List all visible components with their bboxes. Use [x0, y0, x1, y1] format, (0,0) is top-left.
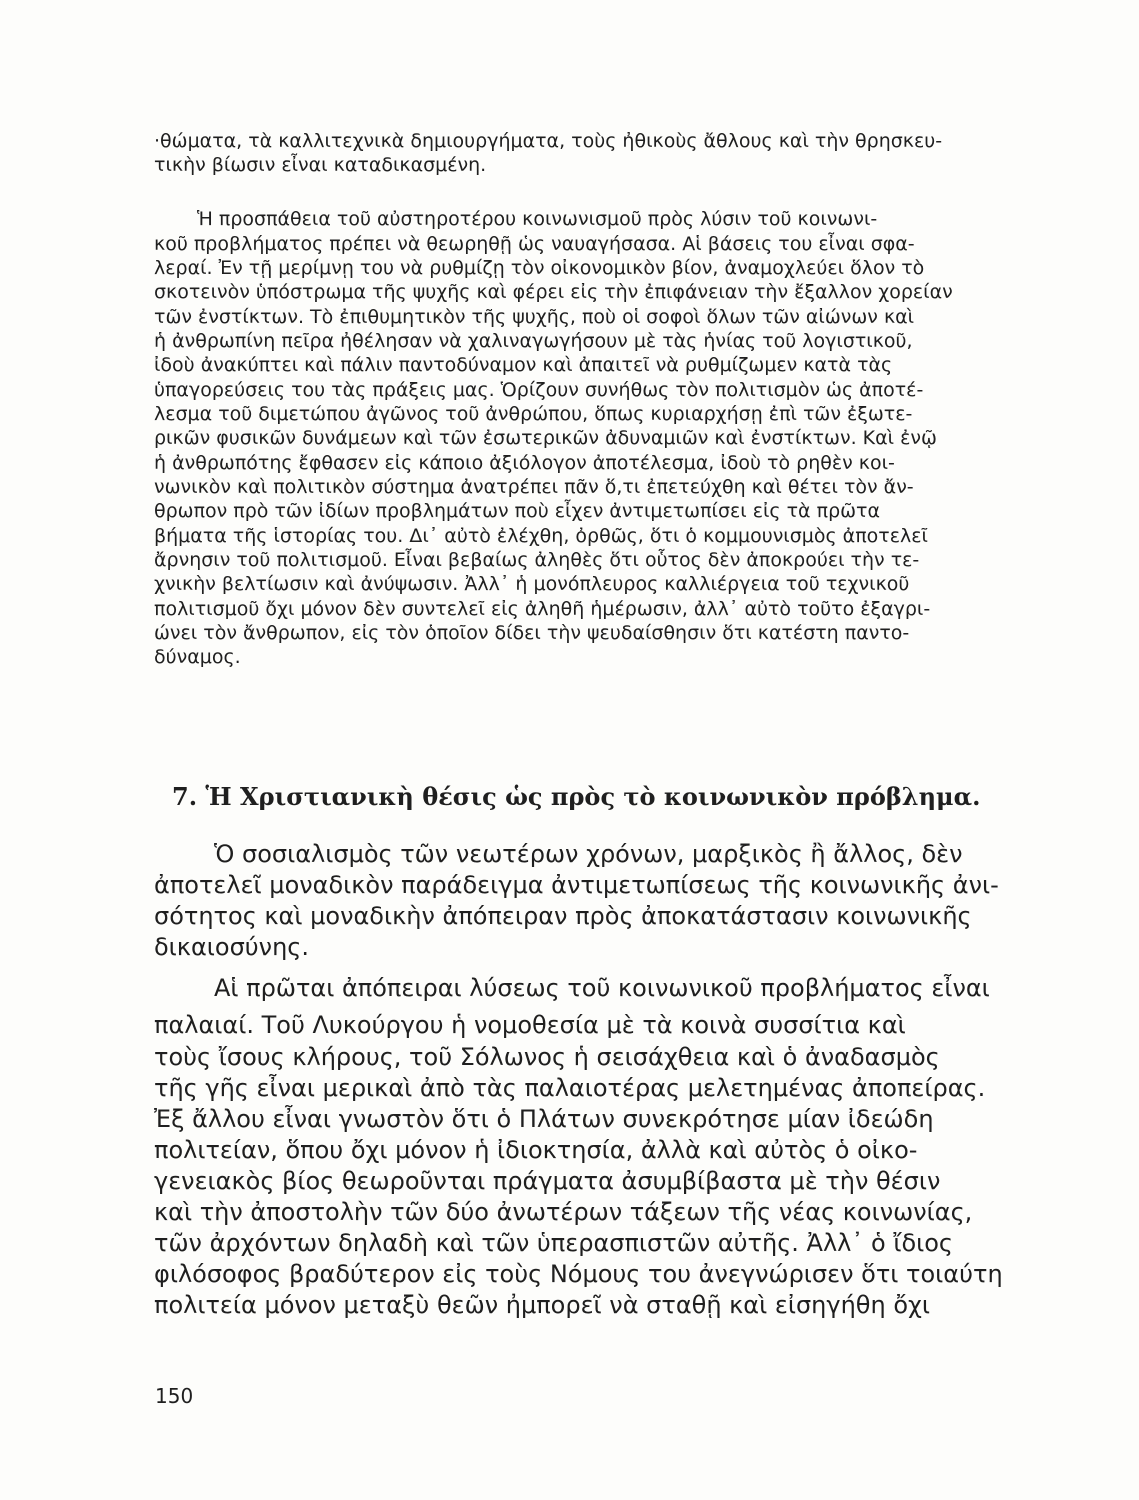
- text-line: θρωπον πρὸ τῶν ἰδίων προβλημάτων ποὺ εἶχεν ἀντιμετωπίσει εἰς τὰ πρῶτα: [154, 500, 880, 522]
- text-line: Αἱ πρῶται ἀπόπειραι λύσεως τοῦ κοινωνικοῦ προβλήματος εἶναι: [214, 974, 990, 1002]
- text-line: τῶν ἀρχόντων δηλαδὴ καὶ τῶν ὑπερασπιστῶν αὐτῆς. Ἀλλ᾽ ὁ ἴδιος: [154, 1229, 954, 1257]
- text-line: Ἐξ ἄλλου εἶναι γνωστὸν ὅτι ὁ Πλάτων συνεκρότησε μίαν ἰδεώδη: [154, 1105, 934, 1133]
- text-line: δύναμος.: [154, 646, 241, 668]
- text-line: φιλόσοφος βραδύτερον εἰς τοὺς Νόμους του ἀνεγνώρισεν ὅτι τοιαύτη: [154, 1260, 1003, 1288]
- text-line: ἡ ἀνθρωπότης ἔφθασεν εἰς κάποιο ἀξιόλογον ἀποτέλεσμα, ἰδοὺ τὸ ρηθὲν κοι-: [154, 452, 895, 474]
- text-line: ἀποτελεῖ μοναδικὸν παράδειγμα ἀντιμετωπίσεως τῆς κοινωνικῆς ἀνι-: [154, 871, 999, 899]
- text-line: δικαιοσύνης.: [154, 933, 310, 961]
- text-line: σκοτεινὸν ὑπόστρωμα τῆς ψυχῆς καὶ φέρει εἰς τὴν ἐπιφάνειαν τὴν ἔξαλλον χορείαν: [154, 281, 953, 303]
- text-line: τοὺς ἴσους κλήρους, τοῦ Σόλωνος ἡ σεισάχθεια καὶ ὁ ἀναδασμὸς: [154, 1043, 940, 1071]
- text-line: παλαιαί. Τοῦ Λυκούργου ἡ νομοθεσία μὲ τὰ κοινὰ συσσίτια καὶ: [154, 1011, 906, 1039]
- text-line: πολιτισμοῦ ὄχι μόνον δὲν συντελεῖ εἰς ἀληθῆ ἡμέρωσιν, ἀλλ᾽ αὐτὸ τοῦτο ἐξαγρι-: [154, 598, 931, 620]
- text-line: γενειακὸς βίος θεωροῦνται πράγματα ἀσυμβίβαστα μὲ τὴν θέσιν: [154, 1167, 941, 1195]
- text-line: νωνικὸν καὶ πολιτικὸν σύστημα ἀνατρέπει πᾶν ὅ,τι ἐπετεύχθη καὶ θέτει τὸν ἄν-: [154, 476, 914, 498]
- text-line: Ἡ προσπάθεια τοῦ αὐστηροτέρου κοινωνισμοῦ πρὸς λύσιν τοῦ κοινωνι-: [197, 208, 878, 230]
- text-line: τῆς γῆς εἶναι μερικαὶ ἀπὸ τὰς παλαιοτέρας μελετημένας ἀποπείρας.: [154, 1074, 986, 1102]
- text-line: ·θώματα, τὰ καλλιτεχνικὰ δημιουργήματα, τοὺς ἠθικοὺς ἄθλους καὶ τὴν θρησκευ-: [154, 130, 943, 152]
- text-line: ρικῶν φυσικῶν δυνάμεων καὶ τῶν ἐσωτερικῶν ἀδυναμιῶν καὶ ἐνστίκτων. Καὶ ἐνῷ: [154, 427, 937, 449]
- text-line: βήματα τῆς ἱστορίας του. Δι᾽ αὐτὸ ἐλέχθη, ὀρθῶς, ὅτι ὁ κομμουνισμὸς ἀποτελεῖ: [154, 525, 928, 547]
- text-line: ἄρνησιν τοῦ πολιτισμοῦ. Εἶναι βεβαίως ἀληθὲς ὅτι οὗτος δὲν ἀποκρούει τὴν τε-: [154, 549, 920, 571]
- text-line: λεραί. Ἐν τῇ μερίμνῃ του νὰ ρυθμίζῃ τὸν οἰκονομικὸν βίον, ἀναμοχλεύει ὅλον τὸ: [154, 257, 925, 279]
- text-line: πολιτεία μόνον μεταξὺ θεῶν ἠμπορεῖ νὰ σταθῇ καὶ εἰσηγήθη ὄχι: [154, 1291, 930, 1319]
- text-line: ἡ ἀνθρωπίνη πεῖρα ἠθέλησαν νὰ χαλιναγωγήσουν μὲ τὰς ἡνίας τοῦ λογιστικοῦ,: [154, 330, 913, 352]
- text-line: τικὴν βίωσιν εἶναι καταδικασμένη.: [154, 154, 487, 176]
- text-line: λεσμα τοῦ διμετώπου ἀγῶνος τοῦ ἀνθρώπου, ὅπως κυριαρχήσῃ ἐπὶ τῶν ἐξωτε-: [154, 403, 913, 425]
- section-heading: 7. Ἡ Χριστιανικὴ θέσις ὡς πρὸς τὸ κοινωνικὸν πρόβλημα.: [172, 782, 981, 811]
- text-line: ὑπαγορεύσεις του τὰς πράξεις μας. Ὁρίζουν συνήθως τὸν πολιτισμὸν ὡς ἀποτέ-: [154, 379, 924, 401]
- page-number: 150: [155, 1384, 194, 1408]
- text-line: τῶν ἐνστίκτων. Τὸ ἐπιθυμητικὸν τῆς ψυχῆς, ποὺ οἱ σοφοὶ ὅλων τῶν αἰώνων καὶ: [154, 306, 915, 328]
- text-line: ἰδοὺ ἀνακύπτει καὶ πάλιν παντοδύναμον καὶ ἀπαιτεῖ νὰ ρυθμίζωμεν κατὰ τὰς: [154, 354, 893, 376]
- text-line: Ὁ σοσιαλισμὸς τῶν νεωτέρων χρόνων, μαρξικὸς ἢ ἄλλος, δὲν: [214, 840, 963, 868]
- text-line: πολιτείαν, ὅπου ὄχι μόνον ἡ ἰδιοκτησία, ἀλλὰ καὶ αὐτὸς ὁ οἰκο-: [154, 1136, 918, 1164]
- text-line: σότητος καὶ μοναδικὴν ἀπόπειραν πρὸς ἀποκατάστασιν κοινωνικῆς: [154, 902, 972, 930]
- text-line: κοῦ προβλήματος πρέπει νὰ θεωρηθῇ ὡς ναυαγήσασα. Αἱ βάσεις του εἶναι σφα-: [154, 233, 915, 255]
- text-line: ώνει τὸν ἄνθρωπον, εἰς τὸν ὁποῖον δίδει τὴν ψευδαίσθησιν ὅτι κατέστη παντο-: [154, 622, 910, 644]
- text-line: καὶ τὴν ἀποστολὴν τῶν δύο ἀνωτέρων τάξεων τῆς νέας κοινωνίας,: [154, 1198, 973, 1226]
- text-line: χνικὴν βελτίωσιν καὶ ἀνύψωσιν. Ἀλλ᾽ ἡ μονόπλευρος καλλιέργεια τοῦ τεχνικοῦ: [154, 573, 910, 595]
